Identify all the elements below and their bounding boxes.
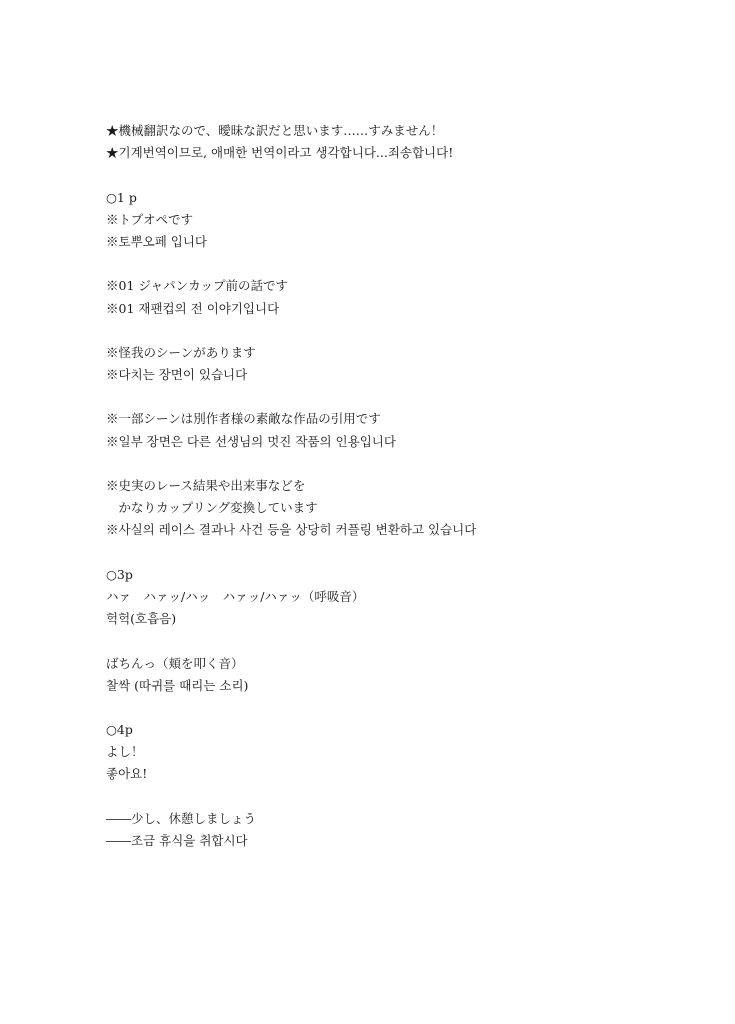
- text-line: ※01 ジャパンカップ前の話です: [106, 278, 289, 294]
- blank-line: [106, 320, 706, 342]
- blank-line: [106, 253, 706, 275]
- text-line: ★機械翻訳なので、曖昧な訳だと思います……すみません！: [106, 123, 444, 138]
- document-body: [106, 120, 706, 852]
- blank-line: [106, 697, 706, 719]
- text-line: ○1 p: [106, 189, 137, 205]
- blank-line: [106, 164, 706, 186]
- text-line: ※史実のレース結果や出来事などを: [106, 478, 306, 493]
- text-line: ――조금 휴식을 취합시다: [106, 833, 248, 848]
- text-line: かなりカップリング変換しています: [106, 500, 318, 516]
- text-line: ――少し、休憩しましょう: [106, 810, 257, 826]
- text-line: 좋아요!: [106, 766, 148, 782]
- text-line: ★기계번역이므로, 애매한 번역이라고 생각합니다...죄송합니다!: [106, 145, 454, 161]
- text-line: よし！: [106, 744, 144, 760]
- blank-line: [106, 542, 706, 564]
- blank-line: [106, 453, 706, 475]
- text-line: ○3p: [106, 566, 133, 582]
- blank-line: [106, 386, 706, 408]
- text-line: ※01 재팬컵의 전 이야기입니다: [106, 300, 280, 316]
- text-line: ○4p: [106, 722, 133, 738]
- text-line: 찰싹 (따귀를 때리는 소리): [106, 677, 249, 693]
- blank-line: [106, 786, 706, 808]
- text-line: ※怪我のシーンがあります: [106, 344, 256, 360]
- text-line: ※다치는 장면이 있습니다: [106, 367, 248, 383]
- text-line: ばちんっ（頬を叩く音）: [106, 655, 244, 671]
- blank-line: [106, 630, 706, 652]
- text-line: ※일부 장면은 다른 선생님의 멋진 작품의 인용입니다: [106, 433, 396, 449]
- text-line: ※토뿌오페 입니다: [106, 233, 207, 249]
- text-line: ※トプオペです: [106, 211, 194, 227]
- text-line: 헉헉(호흡음): [106, 611, 177, 627]
- text-line: ※一部シーンは別作者様の素敵な作品の引用です: [106, 411, 381, 427]
- text-line: ハァ ハァッ/ハッ ハァッ/ハァッ（呼吸音）: [106, 588, 365, 604]
- text-line: ※사실의 레이스 결과나 사건 등을 상당히 커플링 변환하고 있습니다: [106, 522, 477, 538]
